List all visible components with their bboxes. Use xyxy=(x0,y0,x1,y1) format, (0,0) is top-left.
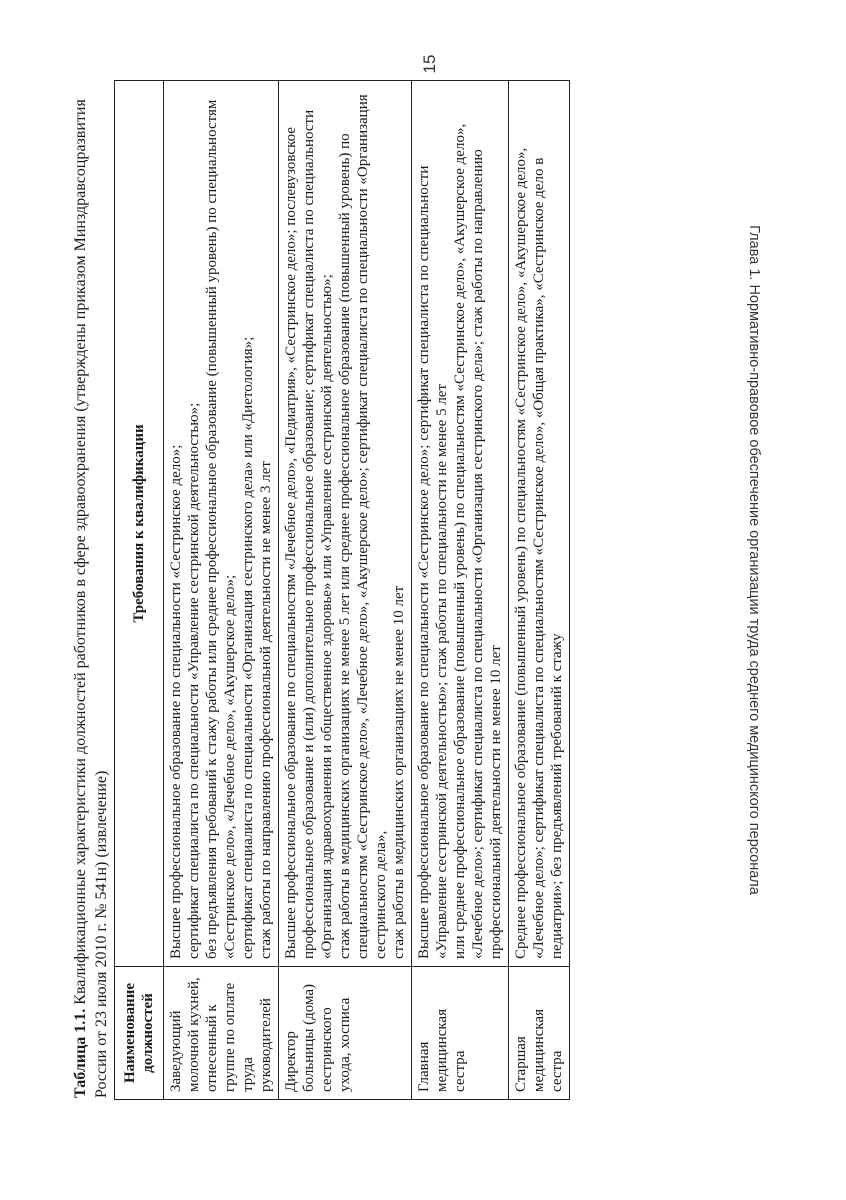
requirement-line: сертификат специалиста по специальности «Управление сестринской деятельностью»; xyxy=(186,402,202,959)
qualification-table-container xyxy=(114,80,716,1100)
caption-text: Квалификационные характеристики должностей работников в сфере здравоохранения (утверждены приказом Минздравсоцразвития России от 23 июля 2010 г. № 541н) (извлечение) xyxy=(71,99,110,1098)
requirement-line: Высшее профессиональное образование по специальностям «Лечебное дело», «Педиатрия», «Сестринское дело»; послевузовское профессиональное образование и (или) дополнительное профессиональное образование; сертификат специалиста по специальности «Организация здравоохранения и общественное здоровье» или «Управление сестринской деятельностью»; xyxy=(283,109,335,959)
row-requirements xyxy=(164,81,279,967)
table-row xyxy=(164,81,279,1100)
row-position: Заведующий молочной кухней, отнесенный к группе по оплате труда руководителей xyxy=(164,967,279,1100)
requirement-line: стаж работы по направлению профессиональной деятельности не менее 3 лет xyxy=(258,461,274,959)
table-caption xyxy=(70,68,112,1098)
requirement-line: стаж работы в медицинских организациях не менее 10 лет xyxy=(391,585,407,959)
row-position: Директор больницы (дома) сестринского ухода, хосписа xyxy=(279,967,412,1100)
requirement-line: стаж работы в медицинских организациях не менее 5 лет или среднее профессиональное образование (повышенный уровень) по специальностям «Сестринское дело», «Лечебное дело», «Акушерское дело»; сертификат специалиста по специальности «Организация сестринского дела», xyxy=(337,94,389,959)
table-row xyxy=(412,81,509,1100)
requirement-line: или среднее профессиональное образование (повышенный уровень) по специальностям «Сестринское дело», «Акушерское дело», «Лечебное дело»; сертификат специалиста по специальности «Организация сестринского дела»; стаж работы по направлению профессиональной деятельности не менее 10 лет xyxy=(452,123,504,959)
row-requirements xyxy=(412,81,509,967)
row-requirements xyxy=(279,81,412,967)
row-position: Старшая медицинская сестра xyxy=(509,967,570,1100)
table-header-row xyxy=(115,81,164,1100)
table-row xyxy=(279,81,412,1100)
running-head: Глава 1. Нормативно-правовое обеспечение организации труда среднего медицинского персонала xyxy=(746,225,762,895)
header-position: Наименование должностей xyxy=(115,967,164,1100)
caption-label: Таблица 1.1. xyxy=(71,1008,89,1098)
row-requirements xyxy=(509,81,570,967)
header-requirements: Требования к квалификации xyxy=(115,81,164,967)
requirement-line: Высшее профессиональное образование по специальности «Сестринское дело»; сертификат специалиста по специальности «Управление сестринской деятельностью»; стаж работы по специальности не менее 5 лет xyxy=(416,165,450,959)
requirement-line: сертификат специалиста по специальности «Организация сестринского дела» или «Диетология»; xyxy=(240,336,256,959)
requirement-line: без предъявления требований к стажу работы или среднее профессиональное образование (повышенный уровень) по специальностям «Сестринское дело», «Лечебное дело», «Акушерское дело»; xyxy=(204,99,238,959)
row-position: Главная медицинская сестра xyxy=(412,967,509,1100)
table-row xyxy=(509,81,570,1100)
qualification-table xyxy=(114,80,570,1100)
requirement-line: Среднее профессиональное образование (повышенный уровень) по специальностям «Сестринское дело», «Акушерское дело», «Лечебное дело»; сертификат специалиста по специальностям «Сестринское дело», «Общая практика», «Сестринское дело в педиатрии»; без предъявлений требований к стажу xyxy=(513,147,565,959)
page-number: 15 xyxy=(420,54,439,74)
requirement-line: Высшее профессиональное образование по специальности «Сестринское дело»; xyxy=(168,444,184,959)
